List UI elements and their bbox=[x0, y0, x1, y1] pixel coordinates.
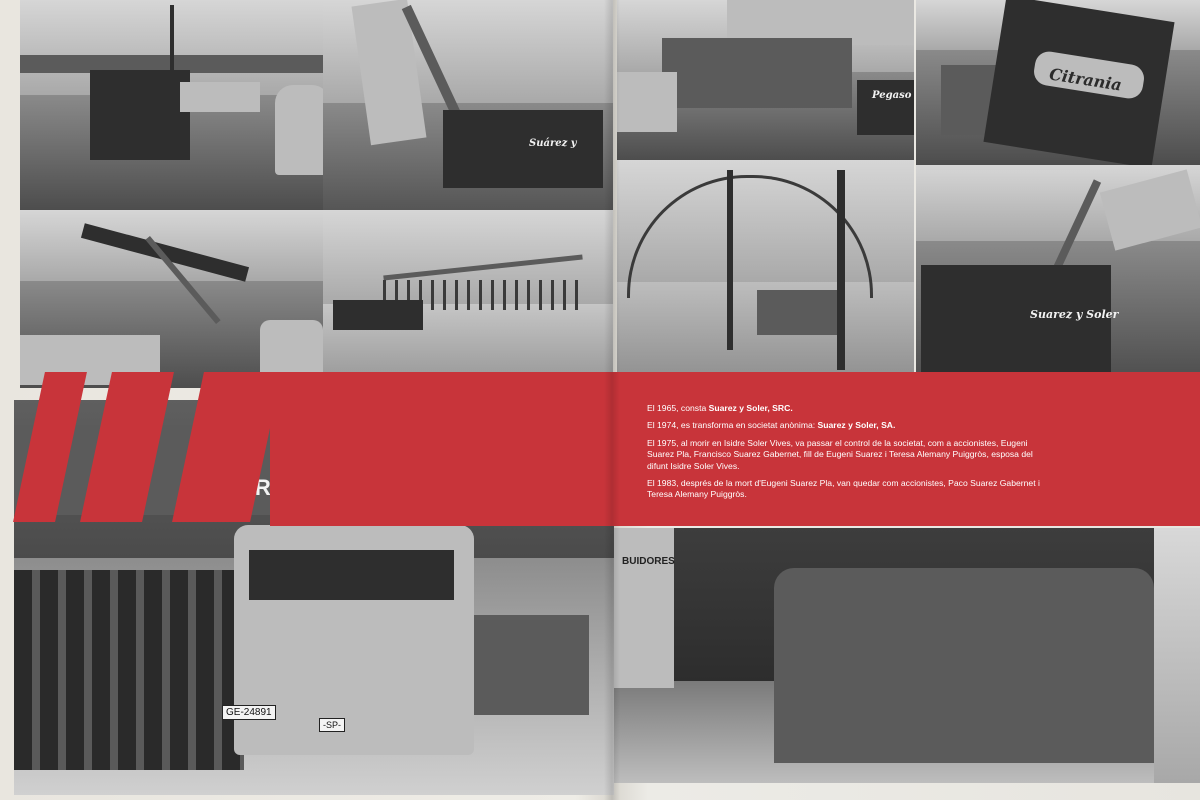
photo-steel-beam-crane bbox=[20, 210, 323, 388]
photo-crane-lifting-car bbox=[323, 0, 613, 228]
history-text bbox=[647, 403, 1047, 507]
crane-door-text: Suárez y bbox=[529, 138, 577, 149]
photo-rural-truck bbox=[20, 0, 323, 210]
history-paragraph-1965: El 1965, consta Suarez y Soler, SRC. bbox=[647, 403, 793, 413]
photo-workers-group bbox=[614, 528, 1200, 783]
citrania-text: Citrania bbox=[1047, 64, 1124, 95]
photo-citrania-truck bbox=[916, 0, 1200, 165]
history-paragraph-1974: El 1974, es transforma en societat anònima: Suarez y Soler, SA. bbox=[647, 420, 896, 431]
photo-arch-structure bbox=[617, 160, 914, 382]
photo-crane-lifting-truck bbox=[916, 165, 1200, 382]
history-paragraph-1983: El 1983, després de la mort d'Eugeni Suarez Pla, van quedar com accionistes, Paco Suarez Gabernet i Teresa Alemany Puiggròs. bbox=[647, 478, 1040, 500]
page-gutter bbox=[604, 0, 620, 800]
history-paragraph-1975: El 1975, al morir en Isidre Soler Vives, va passar el control de la societat, com a accionistes, Eugeni Suarez Pla, Francisco Suarez Gabernet, fill de Eugeni Suarez i Teresa Alemany Puiggròs, esposa del difunt Isidre Soler Vives. bbox=[647, 437, 1033, 471]
shop-sign-text: BUIDORES bbox=[622, 556, 675, 567]
photo-hangar-frame bbox=[323, 210, 613, 380]
plate-sp: -SP- bbox=[319, 718, 345, 732]
photo-lumber-truck bbox=[617, 0, 914, 160]
plate-front: GE-24891 bbox=[222, 705, 276, 720]
crane-side-text: Suarez y Soler bbox=[1030, 308, 1119, 321]
rigging-cab-text: Pegaso bbox=[872, 90, 912, 101]
